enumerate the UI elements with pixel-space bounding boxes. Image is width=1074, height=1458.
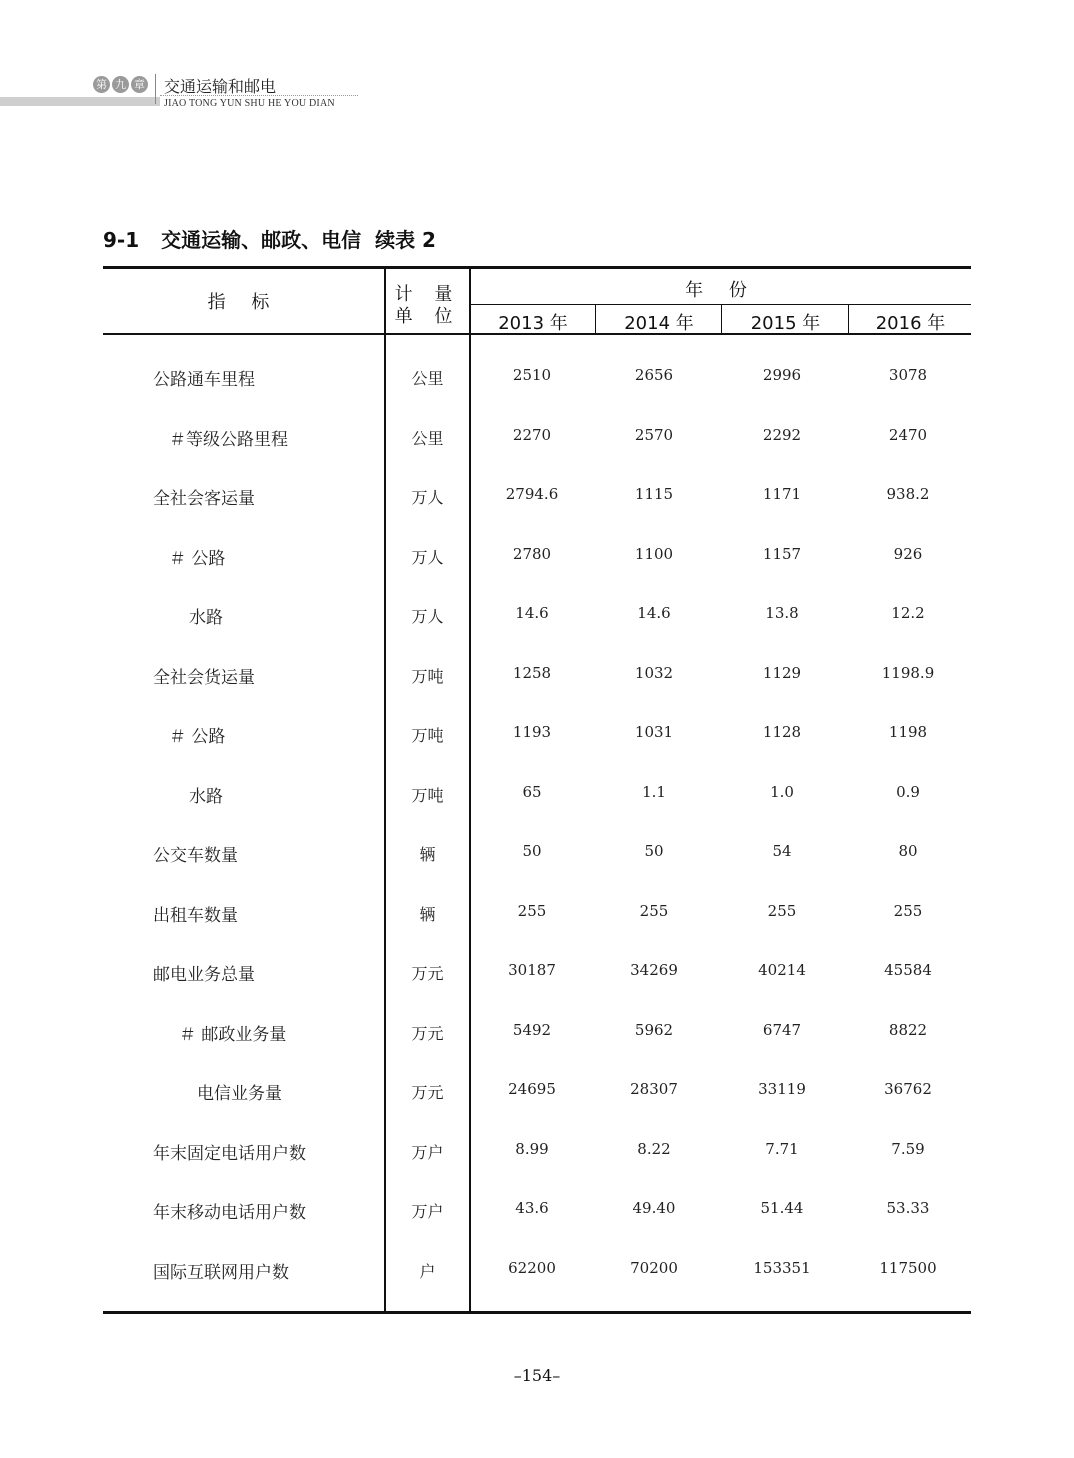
row-value-1: 65 xyxy=(522,782,542,801)
row-unit: 万人 xyxy=(411,488,444,507)
chapter-char: 第 xyxy=(93,76,110,93)
row-value-4: 53.33 xyxy=(886,1199,930,1217)
row-label: ＃ 邮政业务量 xyxy=(179,1024,287,1045)
row-value-4: 36762 xyxy=(884,1080,932,1098)
row-value-3: 51.44 xyxy=(760,1199,804,1217)
table-row xyxy=(103,425,971,484)
table-row xyxy=(103,960,971,1019)
row-label: 年末移动电话用户数 xyxy=(153,1203,306,1223)
statistics-table xyxy=(103,266,971,1314)
row-value-1: 2510 xyxy=(512,366,552,384)
row-value-3: 2996 xyxy=(762,366,802,384)
row-value-3: 6747 xyxy=(762,1020,802,1039)
row-value-4: 117500 xyxy=(879,1258,937,1277)
chapter-char: 九 xyxy=(112,76,129,93)
row-value-1: 14.6 xyxy=(515,604,549,622)
row-unit: 辆 xyxy=(419,845,436,864)
row-value-2: 1032 xyxy=(634,663,674,682)
table-row xyxy=(103,1139,971,1198)
table-row xyxy=(103,1198,971,1257)
row-label: 公交车数量 xyxy=(153,846,238,866)
table-number: 9-1 xyxy=(103,228,140,252)
row-unit: 公里 xyxy=(411,369,444,388)
chapter-badge xyxy=(93,76,148,93)
row-label: 邮电业务总量 xyxy=(153,965,255,985)
row-value-4: 2470 xyxy=(888,425,928,444)
row-unit: 万户 xyxy=(411,1202,444,1221)
row-unit: 万元 xyxy=(411,964,444,983)
row-value-1: 30187 xyxy=(508,961,556,979)
row-value-3: 153351 xyxy=(753,1258,811,1277)
row-value-1: 2794.6 xyxy=(505,485,559,503)
table-row xyxy=(103,603,971,662)
row-value-2: 5962 xyxy=(634,1020,674,1039)
row-value-4: 255 xyxy=(893,901,923,920)
table-row xyxy=(103,1258,971,1317)
header-year: 2013 年 xyxy=(498,313,568,334)
row-value-1: 1258 xyxy=(512,663,552,682)
year-column-divider xyxy=(595,305,596,333)
row-unit: 户 xyxy=(419,1261,436,1281)
row-value-1: 8.99 xyxy=(515,1139,549,1158)
row-value-4: 12.2 xyxy=(891,604,925,622)
row-value-1: 255 xyxy=(517,901,547,920)
row-label: ＃等级公路里程 xyxy=(169,429,288,450)
table-title xyxy=(103,224,436,253)
row-unit: 公里 xyxy=(411,428,444,448)
row-label: 水路 xyxy=(189,608,223,628)
row-value-4: 938.2 xyxy=(886,485,930,503)
row-value-2: 2570 xyxy=(634,425,674,444)
row-value-4: 926 xyxy=(893,544,923,563)
row-value-2: 70200 xyxy=(630,1258,678,1277)
row-value-3: 255 xyxy=(767,901,797,920)
header-year: 2016 年 xyxy=(875,313,946,334)
header-year: 2015 年 xyxy=(750,313,821,334)
header-year-group: 年 份 xyxy=(685,280,757,301)
header-year: 2014 年 xyxy=(624,313,694,334)
row-value-2: 1.1 xyxy=(642,782,666,801)
row-unit: 万吨 xyxy=(411,726,444,745)
row-unit: 万人 xyxy=(411,607,444,626)
row-value-3: 54 xyxy=(772,842,792,860)
row-value-3: 1128 xyxy=(762,723,802,741)
row-value-1: 2270 xyxy=(512,425,552,444)
table-row xyxy=(103,663,971,722)
row-value-3: 13.8 xyxy=(765,604,799,622)
row-label: 全社会货运量 xyxy=(153,667,255,688)
table-row xyxy=(103,484,971,543)
row-value-2: 1115 xyxy=(634,485,674,503)
row-value-3: 1171 xyxy=(762,485,802,503)
row-value-1: 24695 xyxy=(508,1080,556,1098)
row-unit: 万元 xyxy=(411,1083,444,1102)
row-unit: 万吨 xyxy=(411,666,444,686)
table-row xyxy=(103,544,971,603)
row-value-2: 2656 xyxy=(634,366,674,384)
page-number: –154– xyxy=(513,1366,561,1385)
row-unit: 万户 xyxy=(411,1142,444,1162)
row-value-3: 1.0 xyxy=(770,782,794,801)
row-value-2: 50 xyxy=(644,842,664,860)
row-value-1: 62200 xyxy=(508,1258,556,1277)
row-value-4: 8822 xyxy=(888,1020,928,1039)
row-value-4: 80 xyxy=(898,842,918,860)
row-value-4: 7.59 xyxy=(891,1139,925,1158)
year-column-divider xyxy=(848,305,849,333)
header-indicator: 指 标 xyxy=(207,292,280,313)
row-value-3: 1129 xyxy=(762,663,802,682)
chapter-title: 交通运输和邮电 xyxy=(164,77,277,96)
row-unit: 万元 xyxy=(411,1023,444,1043)
table-top-rule xyxy=(103,266,971,269)
row-label: ＃ 公路 xyxy=(169,548,226,569)
row-label: 水路 xyxy=(189,786,223,807)
row-value-2: 28307 xyxy=(630,1080,678,1098)
row-value-4: 1198 xyxy=(888,723,928,741)
row-value-4: 0.9 xyxy=(896,782,920,801)
row-label: 全社会客运量 xyxy=(153,489,255,509)
row-unit: 万人 xyxy=(411,547,444,567)
row-unit: 辆 xyxy=(419,904,436,924)
row-value-1: 5492 xyxy=(512,1020,552,1039)
table-row xyxy=(103,722,971,781)
row-label: 电信业务量 xyxy=(197,1084,282,1104)
table-row xyxy=(103,1079,971,1138)
row-value-3: 2292 xyxy=(762,425,802,444)
row-label: 国际互联网用户数 xyxy=(153,1262,289,1283)
header-divider xyxy=(155,74,156,104)
row-value-1: 43.6 xyxy=(515,1199,549,1217)
table-row xyxy=(103,841,971,900)
year-subheader-rule xyxy=(469,304,971,305)
row-value-4: 3078 xyxy=(888,366,928,384)
row-value-4: 45584 xyxy=(884,961,932,979)
table-row xyxy=(103,782,971,841)
row-value-3: 40214 xyxy=(758,961,806,979)
header-unit-line1: 计 量 xyxy=(394,284,461,305)
page-header xyxy=(0,70,1074,114)
row-label: 年末固定电话用户数 xyxy=(153,1143,306,1164)
year-column-divider xyxy=(721,305,722,333)
row-value-2: 34269 xyxy=(630,961,678,979)
table-row xyxy=(103,365,971,424)
chapter-subtitle: JIAO TONG YUN SHU HE YOU DIAN xyxy=(164,98,335,109)
row-value-2: 8.22 xyxy=(637,1139,671,1158)
row-unit: 万吨 xyxy=(411,785,444,805)
row-value-1: 50 xyxy=(522,842,542,860)
row-value-1: 1193 xyxy=(512,723,552,741)
row-value-4: 1198.9 xyxy=(881,663,935,682)
chapter-char: 章 xyxy=(131,76,148,93)
row-value-2: 255 xyxy=(639,901,669,920)
row-value-2: 49.40 xyxy=(632,1199,676,1217)
table-row xyxy=(103,1020,971,1079)
header-unit-line2: 单 位 xyxy=(394,306,461,327)
header-gray-bar xyxy=(0,97,160,106)
row-value-2: 14.6 xyxy=(637,604,671,622)
row-value-3: 33119 xyxy=(758,1080,806,1098)
row-value-2: 1031 xyxy=(634,723,674,741)
row-label: ＃ 公路 xyxy=(169,727,226,747)
row-value-2: 1100 xyxy=(634,544,674,563)
row-value-1: 2780 xyxy=(512,544,552,563)
row-label: 公路通车里程 xyxy=(153,370,255,390)
table-row xyxy=(103,901,971,960)
row-value-3: 7.71 xyxy=(765,1139,799,1158)
row-label: 出租车数量 xyxy=(153,905,238,926)
table-title-text: 交通运输、邮政、电信 续表 2 xyxy=(161,228,436,252)
row-value-3: 1157 xyxy=(762,544,802,563)
header-dotted-rule xyxy=(160,95,358,96)
